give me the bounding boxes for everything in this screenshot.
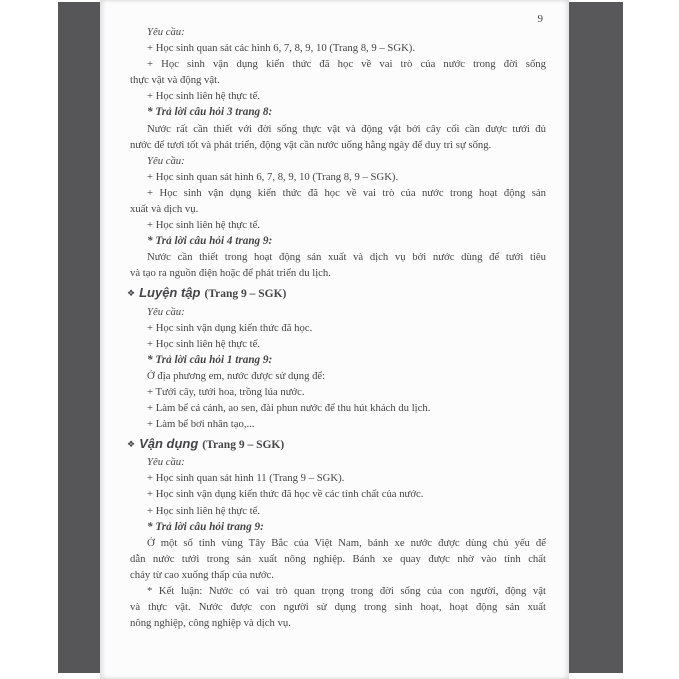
bullet-line: + Học sinh liên hệ thực tế.	[147, 90, 261, 103]
bullet-line: + Học sinh quan sát hình 11 (Trang 9 – SGK).	[147, 472, 345, 485]
bullet-line: + Học sinh vận dụng kiến thức đã học về vai trò của nước trong hoạt động sản	[147, 186, 546, 199]
bullet-line: + Học sinh vận dụng kiến thức đã học về vai trò của nước trong đời sống	[147, 58, 546, 71]
bullet-line: + Học sinh vận dụng kiến thức đã học.	[147, 321, 313, 334]
section-page-ref: (Trang 9 – SGK)	[202, 438, 285, 451]
page-number: 9	[537, 13, 543, 25]
bullet-line: + Học sinh liên hệ thực tế.	[147, 504, 261, 517]
paragraph-line: chảy từ cao xuống thấp của nước.	[130, 568, 274, 581]
answer-heading: * Trả lời câu hỏi trang 9:	[147, 520, 264, 533]
requirement-label: Yêu cầu:	[147, 456, 185, 469]
section-heading	[127, 284, 546, 301]
bullet-line: thực vật và động vật.	[130, 74, 220, 87]
bullet-line: + Làm bể cá cảnh, ao sen, đài phun nước để thu hút khách du lịch.	[147, 402, 431, 415]
section-page-ref: (Trang 9 – SGK)	[204, 288, 287, 300]
section-title: Vận dụng	[139, 435, 199, 451]
section-diamond-icon: ❖	[127, 438, 136, 449]
document-page	[100, 0, 569, 679]
requirement-label: Yêu cầu:	[147, 26, 185, 38]
paragraph-line: Ở một số tỉnh vùng Tây Bắc của Việt Nam, bánh xe nước được dùng chủ yếu để	[147, 536, 546, 549]
bullet-line: + Học sinh liên hệ thực tế.	[147, 337, 261, 350]
section-title: Luyện tập	[139, 285, 201, 300]
bullet-line: + Học sinh vận dụng kiến thức đã học về các tính chất của nước.	[147, 488, 424, 501]
bullet-line: + Học sinh liên hệ thực tế.	[147, 219, 261, 232]
requirement-label: Yêu cầu:	[147, 154, 185, 167]
right-page-edge-shadow	[569, 2, 623, 673]
paragraph-line: Nước rất cần thiết với đời sống thực vật và động vật bởi cây cối cần được tưới đủ	[147, 122, 546, 135]
section-diamond-icon: ❖	[127, 288, 136, 298]
left-page-edge-shadow	[58, 2, 100, 673]
paragraph-line: và tạo ra nguồn điện hoặc để phát triển du lịch.	[130, 267, 331, 280]
section-heading	[127, 435, 546, 452]
paragraph-line: Ở địa phương em, nước được sử dụng để:	[147, 369, 326, 382]
paragraph-line: nước để tươi tốt và phát triển, động vật cần nước uống hằng ngày để duy trì sự sống.	[130, 138, 492, 151]
answer-heading: * Trả lời câu hỏi 4 trang 9:	[147, 235, 273, 248]
bullet-line: xuất và dịch vụ.	[130, 203, 199, 216]
paragraph-line: * Kết luận: Nước có vai trò quan trọng trong đời sống của con người, động vật	[147, 585, 546, 597]
requirement-label: Yêu cầu:	[147, 305, 185, 318]
answer-heading: * Trả lời câu hỏi 3 trang 8:	[147, 106, 273, 119]
bullet-line: + Học sinh quan sát các hình 6, 7, 8, 9, 10 (Trang 8, 9 – SGK).	[147, 42, 416, 55]
page-content	[127, 24, 546, 631]
paragraph-line: và thực vật. Nước được con người sử dụng trong sinh hoạt, hoạt động sản xuất	[130, 601, 546, 614]
paragraph-line: nông nghiệp, công nghiệp và dịch vụ.	[130, 617, 291, 630]
paragraph-line: Nước cần thiết trong hoạt động sản xuất và dịch vụ bởi nước dùng để tưới tiêu	[147, 251, 546, 264]
answer-heading: * Trả lời câu hỏi 1 trang 9:	[147, 353, 273, 366]
bullet-line: + Tưới cây, tưới hoa, trồng lúa nước.	[147, 385, 305, 398]
bullet-line: + Làm bể bơi nhân tạo,...	[147, 418, 255, 431]
bullet-line: + Học sinh quan sát hình 6, 7, 8, 9, 10 (Trang 8, 9 – SGK).	[147, 170, 399, 183]
paragraph-line: dẫn nước tưới trong sản xuất nông nghiệp. Bánh xe quay được nhờ vào tính chất	[130, 552, 546, 565]
